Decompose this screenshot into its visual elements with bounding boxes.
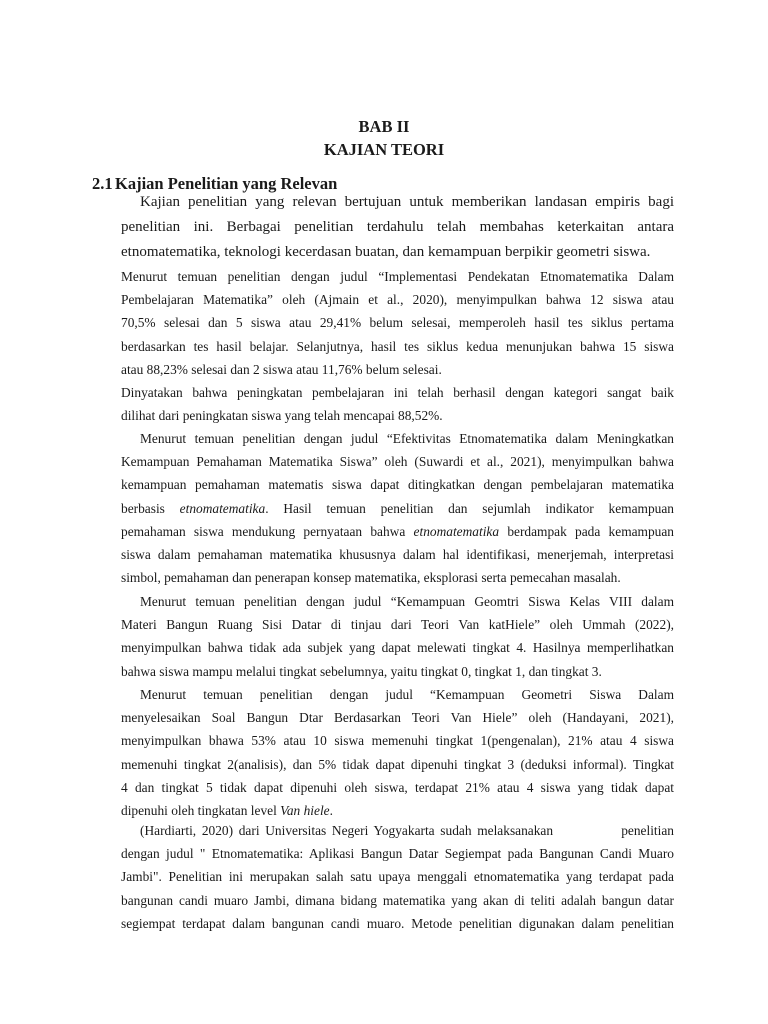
paragraph-line: atau 88,23% selesai dan 2 siswa atau 11,76% belum selesai. (121, 361, 442, 377)
paragraph-conclusion (121, 381, 674, 427)
paragraph-line: Kajian penelitian yang relevan bertujuan untuk memberikan landasan empiris bagi (140, 194, 674, 210)
paragraph-line: bangunan candi muaro Jambi, dimana bidang matematika yang akan di teliti adalah bangun datar (121, 892, 674, 908)
italic-term: etnomatematika (413, 523, 500, 539)
paragraph-line: 70,5% selesai dan 5 siswa atau 29,41% belum selesai, memperoleh hasil tes siklus pertama (121, 315, 674, 331)
paragraph-line: Menurut temuan penelitian dengan judul “Kemampuan Geometri Siswa Dalam (140, 687, 674, 702)
text-run: . Hasil temuan penelitian dan sejumlah indikator kemampuan (265, 500, 674, 516)
text-run: berbasis (121, 500, 180, 516)
paragraph-line: menyimpulkan bhawa 53% atau 10 siswa memenuhi tingkat 1(pengenalan), 21% atau 4 siswa (121, 733, 674, 749)
italic-term: etnomatematika (179, 500, 266, 516)
paragraph-line: simbol, pemahaman dan penerapan konsep matematika, eksplorasi serta pemecahan masalah. (121, 570, 621, 586)
paragraph-line: menyelesaikan Soal Bangun Dtar Berdasarkan Teori Van Hiele” oleh (Handayani, 2021), (121, 710, 674, 726)
paragraph-suwardi (121, 427, 674, 589)
paragraph-line: (Hardiarti, 2020) dari Universitas Negeri Yogyakarta sudah melaksanakan penelitian (140, 823, 674, 838)
text-run: berdampak pada kemampuan (499, 523, 674, 539)
section-number: 2.1 (92, 174, 113, 193)
section-title: Kajian Penelitian yang Relevan (115, 174, 338, 193)
paragraph-line: Menurut temuan penelitian dengan judul “Implementasi Pendekatan Etnomatematika Dalam (121, 269, 674, 284)
paragraph-line: kemampuan pemahaman matematis siswa dapat ditingkatkan dengan pembelajaran matematika (121, 477, 674, 493)
paragraph-line: menyimpulkan bahwa tidak ada subjek yang dapat melewati tingkat 4. Hasilnya memperlihatkan (121, 640, 674, 656)
paragraph-line: Dinyatakan bahwa peningkatan pembelajaran ini telah berhasil dengan kategori sangat baik (121, 385, 674, 400)
paragraph-line: penelitian ini. Berbagai penelitian terdahulu telah membahas keterkaitan antara (121, 219, 674, 235)
paragraph-line: 4 dan tingkat 5 tidak dapat dipenuhi oleh siswa, terdapat 21% atau 4 siswa yang tidak dapat (121, 779, 674, 795)
text-run: dipenuhi oleh tingkatan level (121, 803, 281, 819)
paragraph-line (121, 520, 674, 543)
text-run: . (329, 803, 333, 819)
paragraph-line: segiempat terdapat dalam bangunan candi muaro. Metode penelitian digunakan dalam penelitian (121, 915, 674, 931)
paragraph-line: memenuhi tingkat 2(analisis), dan 5% tidak dapat dipenuhi tingkat 3 (deduksi informal). Tingkat (121, 756, 674, 772)
paragraph-line: Materi Bangun Ruang Sisi Datar di tinjau dari Teori Van katHiele” oleh Ummah (2022), (121, 617, 674, 633)
paragraph-line: Kemampuan Pemahaman Matematika Siswa” oleh (Suwardi et al., 2021), menyimpulkan bahwa (121, 454, 674, 470)
paragraph-line: dilihat dari peningkatan siswa yang telah mencapai 88,52%. (121, 408, 443, 424)
chapter-title: KAJIAN TEORI (323, 140, 445, 159)
chapter-label: BAB II (358, 117, 410, 136)
italic-term: Van hiele (280, 803, 330, 819)
paragraph-line: Menurut temuan penelitian dengan judul “Kemampuan Geomtri Siswa Kelas VIII dalam (140, 594, 674, 609)
paragraph-line (121, 497, 674, 520)
paragraph-intro (121, 190, 674, 265)
paragraph-line: Jambi". Penelitian ini merupakan salah satu upaya menggali etnomatematika yang terdapat pada (121, 869, 674, 885)
paragraph-line: siswa dalam pemahaman matematika khususnya dalam hal identifikasi, menerjemah, interpretasi (121, 547, 674, 563)
paragraph-line: Pembelajaran Matematika” oleh (Ajmain et al., 2020), menyimpulkan bahwa 12 siswa atau (121, 292, 674, 308)
paragraph-line: berdasarkan tes hasil belajar. Selanjutnya, hasil tes siklus kedua menunjukan bahwa 15 siswa (121, 338, 674, 354)
paragraph-line: dengan judul " Etnomatematika: Aplikasi Bangun Datar Segiempat pada Bangunan Candi Muaro (121, 846, 674, 862)
paragraph-ajmain (121, 265, 674, 381)
text-run: pemahaman siswa mendukung pernyataan bahwa (121, 523, 414, 539)
paragraph-line: bahwa siswa mampu melalui tingkat sebelumnya, yaitu tingkat 0, tingkat 1, dan tingkat 3. (121, 663, 602, 679)
paragraph-hardiarti (121, 819, 674, 935)
paragraph-ummah (121, 590, 674, 683)
paragraph-handayani (121, 683, 674, 822)
paragraph-line: etnomatematika, teknologi kecerdasan buatan, dan kemampuan berpikir geometri siswa. (121, 244, 651, 260)
paragraph-line: Menurut temuan penelitian dengan judul “Efektivitas Etnomatematika dalam Meningkatkan (140, 431, 674, 446)
